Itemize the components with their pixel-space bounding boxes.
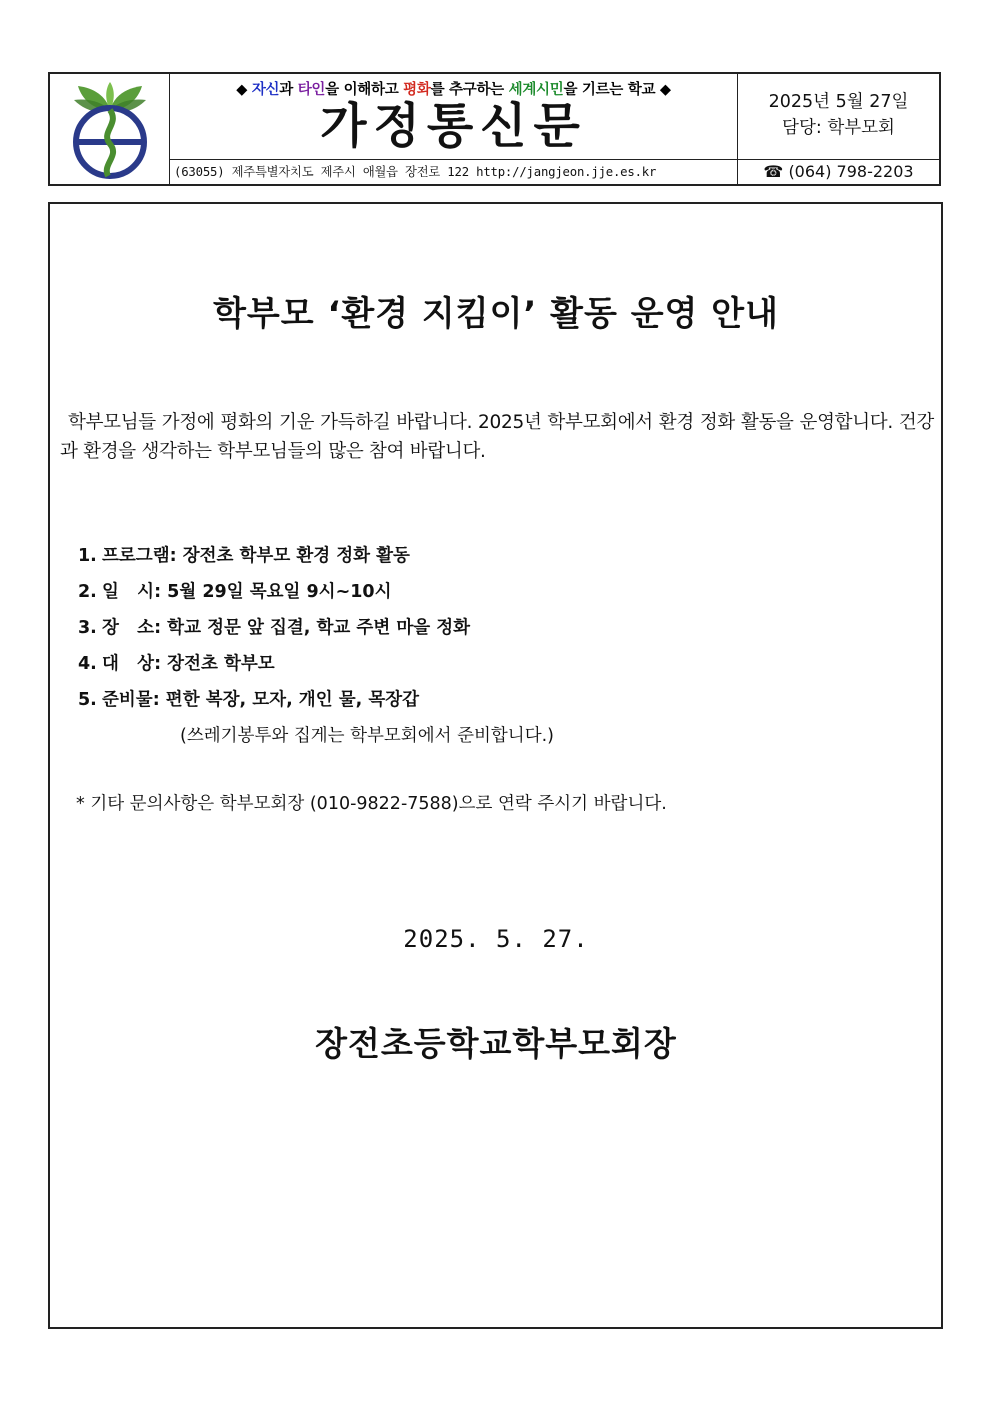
detail-item-datetime (78, 574, 938, 610)
detail-text: 프로그램: 장전초 학부모 환경 정화 활동 (102, 546, 410, 566)
detail-number: 1. (78, 546, 97, 566)
signature: 장전초등학교학부모회장 (315, 1024, 677, 1063)
contact-person: 담당: 학부모회 (782, 118, 895, 138)
detail-text: 준비물: 편한 복장, 모자, 개인 물, 목장갑 (102, 690, 420, 710)
detail-number: 5. (78, 690, 97, 710)
newsletter-header (48, 72, 941, 186)
detail-item-target (78, 646, 938, 682)
detail-item-program (78, 538, 938, 574)
motto-segment: 타인 (297, 82, 326, 98)
school-motto (170, 78, 737, 99)
issued-date: 2025. 5. 27. (403, 925, 589, 953)
motto-segment: 를 추구하는 (430, 82, 509, 98)
issue-date: 2025년 5월 27일 (768, 92, 909, 112)
motto-segment: 자신 (251, 82, 280, 98)
intro-paragraph: 학부모님들 가정에 평화의 기운 가득하길 바랍니다. 2025년 학부모회에서 환경 정화 활동을 운영합니다. 건강과 환경을 생각하는 학부모님들의 많은 참여 바랍니다. (60, 412, 934, 462)
school-address: (63055) 제주특별자치도 제주시 애월읍 장전로 122 http://jangjeon.jje.es.kr (170, 159, 737, 184)
school-emblem-icon (64, 80, 156, 180)
motto-segment: ◆ (236, 82, 252, 98)
detail-text: 대 상: 장전초 학부모 (102, 654, 275, 674)
motto-segment: 세계시민 (508, 82, 564, 98)
motto-segment: 을 이해하고 (325, 82, 404, 98)
motto-segment: 을 기르는 학교 ◆ (563, 82, 671, 98)
detail-number: 3. (78, 618, 97, 638)
detail-list (78, 538, 938, 754)
motto-segment: 과 (279, 82, 298, 98)
document-title: 학부모 ‘환경 지킴이’ 활동 운영 안내 (213, 294, 779, 334)
phone-icon: ☎ (763, 162, 784, 181)
header-right (738, 74, 939, 184)
detail-item-location (78, 610, 938, 646)
phone-number: (064) 798-2203 (788, 162, 914, 181)
motto-segment: 평화 (403, 82, 431, 98)
logo-cell (50, 74, 170, 184)
detail-text: 장 소: 학교 정문 앞 집결, 학교 주변 마을 정화 (102, 618, 471, 638)
detail-text: 일 시: 5월 29일 목요일 9시~10시 (102, 582, 392, 602)
newsletter-title: 가정통신문 (320, 98, 587, 154)
header-center (170, 74, 738, 184)
detail-number: 2. (78, 582, 97, 602)
inquiry-footnote: * 기타 문의사항은 학부모회장 (010-9822-7588)으로 연락 주시기 바랍니다. (76, 794, 667, 814)
detail-number: 4. (78, 654, 97, 674)
phone-row (738, 159, 939, 184)
letter-body-border (48, 202, 943, 1329)
supplies-note: (쓰레기봉투와 집게는 학부모회에서 준비합니다.) (180, 726, 555, 746)
detail-item-supplies (78, 682, 938, 718)
